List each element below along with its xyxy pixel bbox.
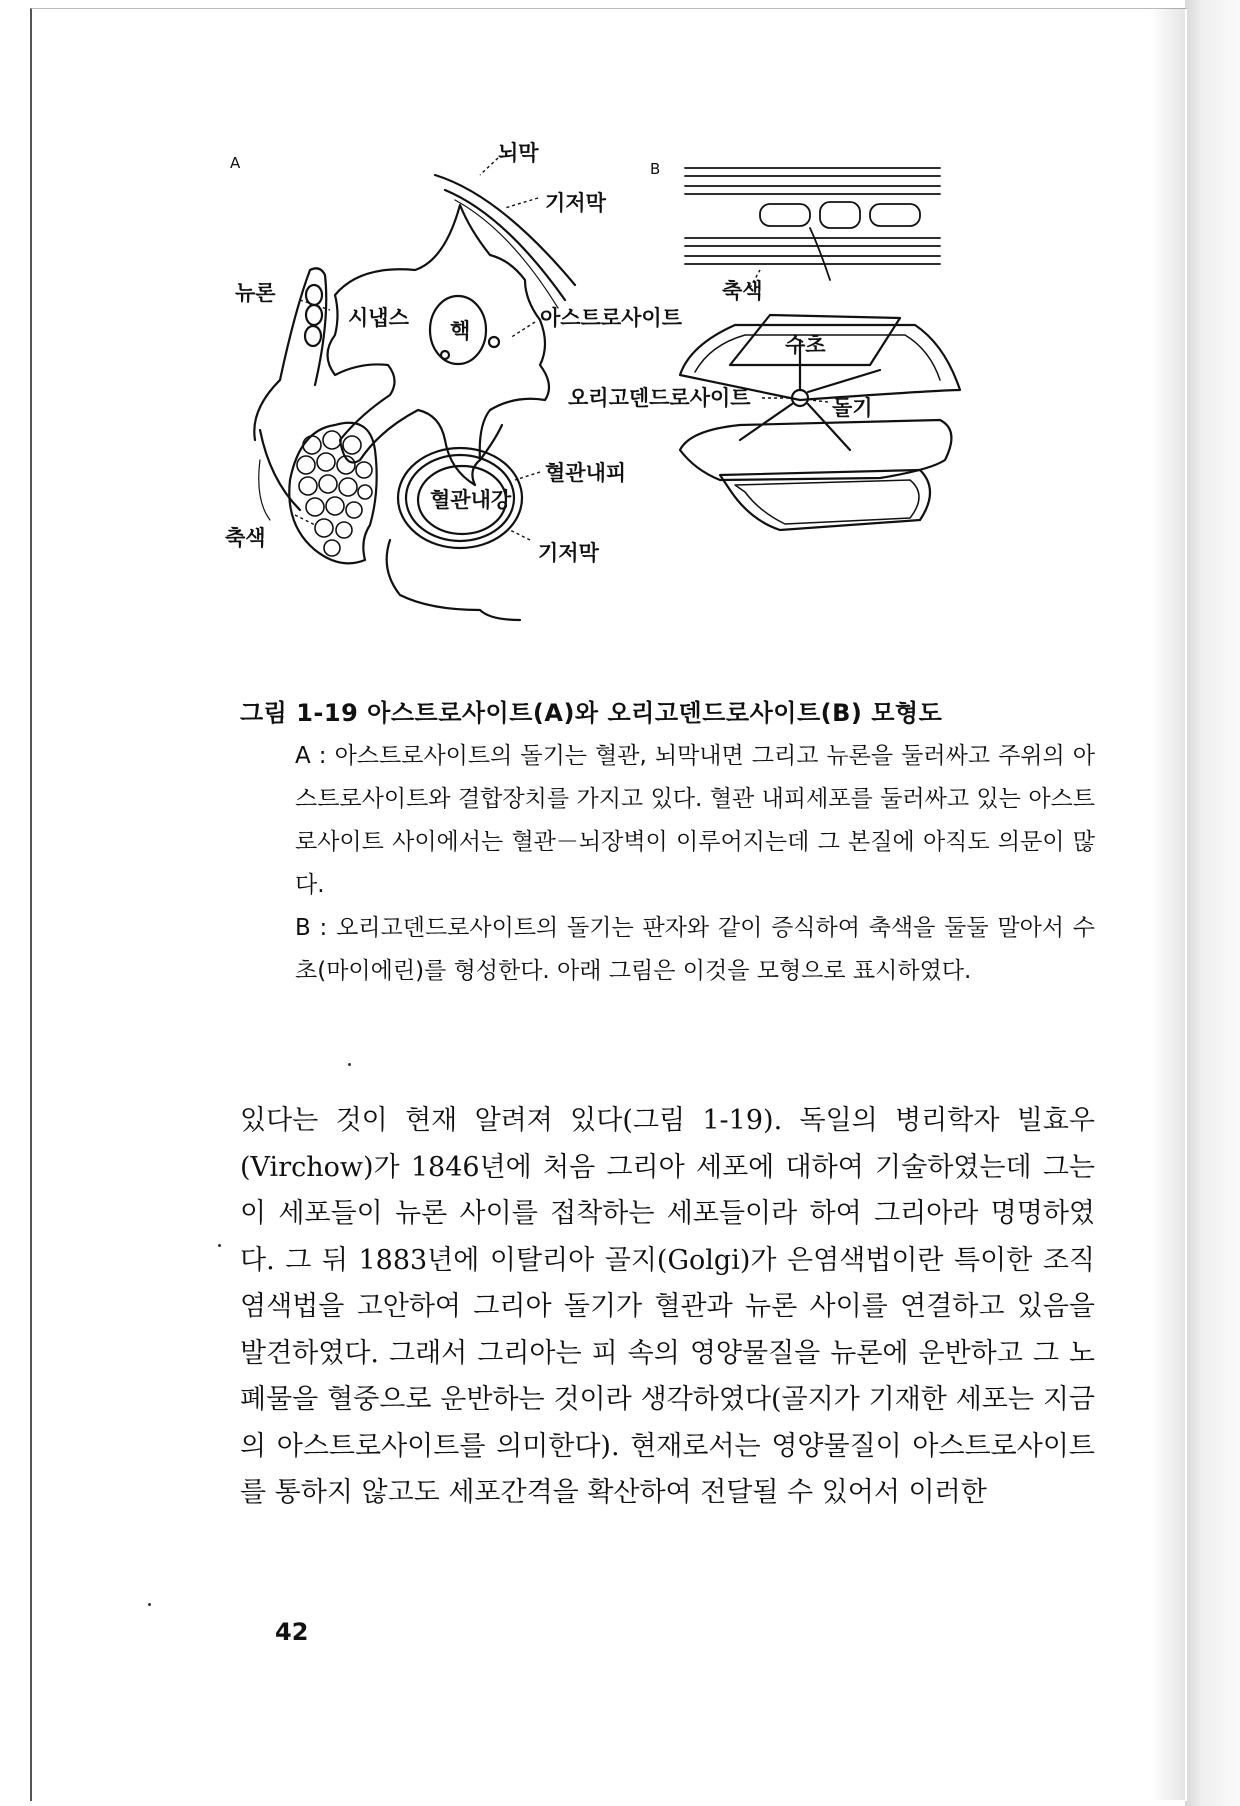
figure-caption-body xyxy=(295,735,1095,993)
figure-caption-title: 그림 1-19 아스트로사이트(A)와 오리고덴드로사이트(B) 모형도 xyxy=(240,699,943,727)
label-lumen: 혈관내강 xyxy=(430,488,512,512)
speck xyxy=(148,1603,151,1606)
label-meninges: 뇌막 xyxy=(498,141,539,165)
label-synapse: 시냅스 xyxy=(348,306,409,330)
body-paragraph: 있다는 것이 현재 알려져 있다(그림 1-19). 독일의 병리학자 빌효우(Virchow)가 1846년에 처음 그리아 세포에 대하여 기술하였는데 그는 이 세포들이 뉴론 사이를 접착하는 세포들이라 하여 그리아라 명명하였다. 그 뒤 1883년에 이탈리아 골지(Golgi)가 은염색법이란 특이한 조직염색법을 고안하여 그리아 돌기가 혈관과 뉴론 사이를 연결하고 있음을 발견하였다. 그래서 그리아는 피 속의 영양물질을 뉴론에 운반하고 그 노폐물을 혈중으로 운반하는 것이라 생각하였다(골지가 기재한 세포는 지금의 아스트로사이트를 의미한다). 현재로서는 영양물질이 아스트로사이트를 통하지 않고도 세포간격을 확산하여 전달될 수 있어서 이러한 xyxy=(240,1105,1095,1508)
caption-paragraph-a: A : 아스트로사이트의 돌기는 혈관, 뇌막내면 그리고 뉴론을 둘러싸고 주위의 아스트로사이트와 결합장치를 가지고 있다. 혈관 내피세포를 둘러싸고 있는 아스트로사이트 사이에서는 혈관－뇌장벽이 이루어지는데 그 본질에 아직도 의문이 많다. xyxy=(295,743,1095,898)
label-endothelium: 혈관내피 xyxy=(545,461,627,485)
panel-b-label: B xyxy=(650,160,661,178)
label-oligodendrocyte: 오리고덴드로사이트 xyxy=(568,386,751,410)
page-gutter-shadow xyxy=(1150,8,1185,1800)
page-number: 42 xyxy=(275,1618,309,1646)
caption-paragraph-b: B : 오리고덴드로사이트의 돌기는 판자와 같이 증식하여 축색을 둘둘 말아서 수초(마이에린)를 형성한다. 아래 그림은 이것을 모형으로 표시하였다. xyxy=(295,915,1095,984)
figure-drawing xyxy=(225,140,1100,680)
label-neuron: 뉴론 xyxy=(235,281,276,305)
body-text xyxy=(240,1098,1095,1517)
speck xyxy=(218,1244,221,1247)
label-basement-membrane-top: 기저막 xyxy=(545,191,606,215)
label-basement-membrane-bottom: 기저막 xyxy=(538,541,599,565)
label-axon-a: 축색 xyxy=(225,526,266,550)
figure-astrocyte-oligodendrocyte xyxy=(225,140,1100,680)
label-process: 돌기 xyxy=(832,396,873,420)
label-myelin: 수초 xyxy=(785,333,826,357)
page-edge-shadow xyxy=(1185,0,1240,1806)
panel-a-label: A xyxy=(230,154,241,172)
label-axon-b: 축색 xyxy=(722,279,763,303)
label-nucleus: 핵 xyxy=(450,319,471,343)
speck xyxy=(348,1063,351,1066)
neuron-shape xyxy=(280,268,326,385)
label-astrocyte: 아스트로사이트 xyxy=(540,306,683,330)
